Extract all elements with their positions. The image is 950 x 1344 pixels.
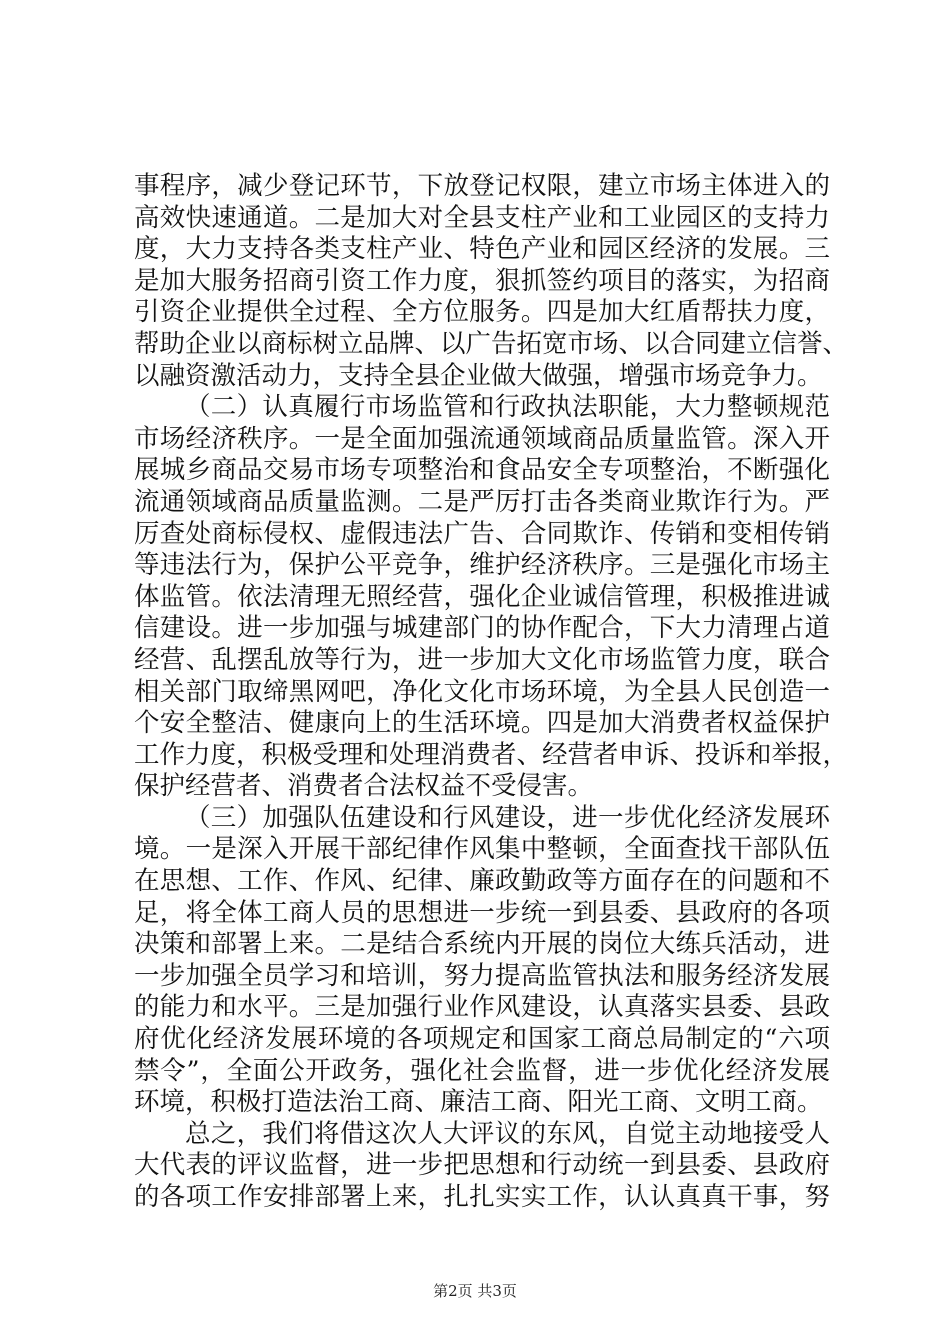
text-line: 经营、乱摆乱放等行为，进一步加大文化市场监管力度，联合 xyxy=(134,644,830,675)
text-line: （三）加强队伍建设和行风建设，进一步优化经济发展环 xyxy=(185,802,830,833)
text-line: 帮助企业以商标树立品牌、以广告拓宽市场、以合同建立信誉、 xyxy=(134,328,849,359)
document-body xyxy=(134,171,849,1214)
text-line: 决策和部署上来。二是结合系统内开展的岗位大练兵活动，进 xyxy=(134,929,830,960)
text-line: 以融资激活动力，支持全县企业做大做强，增强市场竞争力。 xyxy=(134,360,823,391)
text-line: 府优化经济发展环境的各项规定和国家工商总局制定的“六项 xyxy=(134,1024,830,1055)
paragraph-1 xyxy=(134,171,849,392)
text-line: 环境，积极打造法治工商、廉洁工商、阳光工商、文明工商。 xyxy=(134,1087,823,1118)
text-line: 市场经济秩序。一是全面加强流通领域商品质量监管。深入开 xyxy=(134,423,830,454)
text-line: 信建设。进一步加强与城建部门的协作配合，下大力清理占道 xyxy=(134,613,830,644)
text-line: 的能力和水平。三是加强行业作风建设，认真落实县委、县政 xyxy=(134,992,830,1023)
text-line: 大代表的评议监督，进一步把思想和行动统一到县委、县政府 xyxy=(134,1150,830,1181)
page-number-footer: 第2页 共3页 xyxy=(433,1282,517,1300)
paragraph-3 xyxy=(134,803,830,1119)
text-line: 度，大力支持各类支柱产业、特色产业和园区经济的发展。三 xyxy=(134,234,830,265)
text-line: 保护经营者、消费者合法权益不受侵害。 xyxy=(134,771,594,802)
text-line: 相关部门取缔黑网吧，净化文化市场环境，为全县人民创造一 xyxy=(134,676,830,707)
paragraph-2 xyxy=(134,392,849,803)
text-line: 在思想、工作、作风、纪律、廉政勤政等方面存在的问题和不 xyxy=(134,866,830,897)
text-line: 工作力度，积极受理和处理消费者、经营者申诉、投诉和举报， xyxy=(134,739,849,770)
text-line: 厉查处商标侵权、虚假违法广告、合同欺诈、传销和变相传销 xyxy=(134,518,830,549)
text-line: 总之，我们将借这次人大评议的东风，自觉主动地接受人 xyxy=(185,1118,830,1149)
text-line: 等违法行为，保护公平竞争，维护经济秩序。三是强化市场主 xyxy=(134,550,830,581)
paragraph-4 xyxy=(134,1119,830,1214)
text-line: 体监管。依法清理无照经营，强化企业诚信管理，积极推进诚 xyxy=(134,581,830,612)
text-line: 引资企业提供全过程、全方位服务。四是加大红盾帮扶力度， xyxy=(134,297,830,328)
text-line: 一步加强全员学习和培训，努力提高监管执法和服务经济发展 xyxy=(134,960,830,991)
text-line: 境。一是深入开展干部纪律作风集中整顿，全面查找干部队伍 xyxy=(134,834,830,865)
text-line: （二）认真履行市场监管和行政执法职能，大力整顿规范 xyxy=(185,392,830,423)
text-line: 是加大服务招商引资工作力度，狠抓签约项目的落实，为招商 xyxy=(134,265,830,296)
text-line: 足，将全体工商人员的思想进一步统一到县委、县政府的各项 xyxy=(134,897,830,928)
text-line: 个安全整洁、健康向上的生活环境。四是加大消费者权益保护 xyxy=(134,708,830,739)
text-line: 事程序，减少登记环节，下放登记权限，建立市场主体进入的 xyxy=(134,171,830,201)
text-line: 展城乡商品交易市场专项整治和食品安全专项整治，不断强化 xyxy=(134,455,830,486)
text-line: 流通领域商品质量监测。二是严厉打击各类商业欺诈行为。严 xyxy=(134,486,830,517)
text-line: 的各项工作安排部署上来，扎扎实实工作，认认真真干事，努 xyxy=(134,1182,830,1212)
text-line: 高效快速通道。二是加大对全县支柱产业和工业园区的支持力 xyxy=(134,202,830,233)
text-line: 禁令”，全面公开政务，强化社会监督，进一步优化经济发展 xyxy=(134,1055,830,1086)
